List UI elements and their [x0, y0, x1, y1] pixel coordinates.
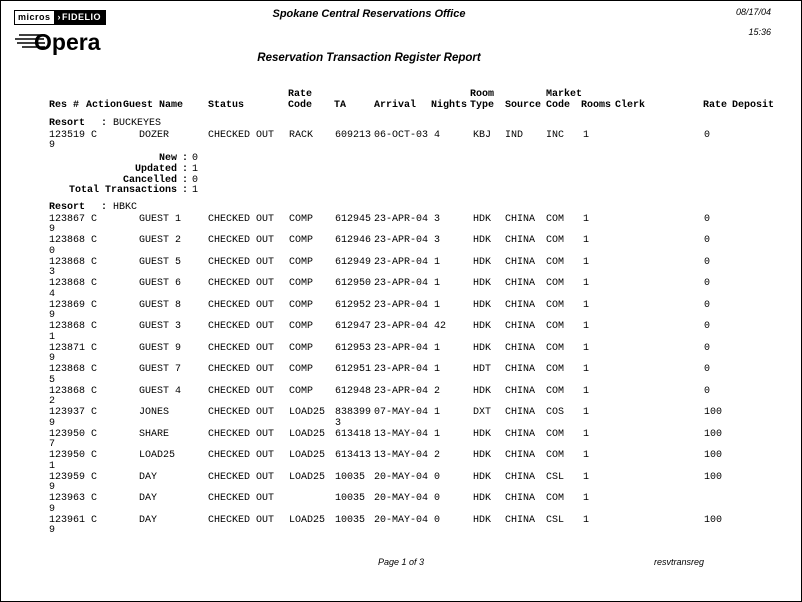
cell-source: CHINA	[505, 385, 536, 397]
cell-guest: JONES	[139, 407, 170, 418]
cell-nights: 4	[434, 129, 441, 141]
cell-rate_code: COMP	[289, 256, 314, 268]
cell-status: CHECKED OUT	[208, 428, 275, 440]
summary-colon: :	[182, 153, 189, 164]
table-row	[1, 365, 801, 387]
table-body	[1, 119, 801, 537]
cell-room: HDK	[473, 493, 492, 504]
cell-market: COM	[546, 493, 565, 504]
cell-res-wrap: 1	[49, 460, 56, 472]
col-header-action: Action	[86, 100, 123, 111]
resort-label: Resort	[49, 118, 86, 129]
cell-ta-wrap: 3	[335, 417, 342, 429]
report-date: 08/17/04	[735, 7, 771, 17]
cell-source: CHINA	[505, 364, 536, 375]
col-header-rate_code: Code	[288, 100, 313, 111]
col-header-rate: Rate	[703, 100, 728, 111]
cell-source: CHINA	[505, 407, 536, 418]
cell-source: CHINA	[505, 213, 536, 225]
cell-room: HDK	[473, 385, 492, 397]
cell-guest: DOZER	[139, 129, 170, 141]
cell-market: COM	[546, 364, 565, 375]
cell-res-wrap: 7	[49, 439, 56, 451]
cell-arrival: 23-APR-04	[374, 213, 429, 225]
cell-market: COM	[546, 235, 565, 246]
cell-ta: 612951	[335, 364, 372, 375]
cell-rooms: 1	[583, 428, 590, 440]
cell-market: COM	[546, 299, 565, 311]
resort-label: Resort	[49, 202, 86, 213]
cell-market: COS	[546, 407, 565, 418]
cell-market: CSL	[546, 514, 565, 526]
cell-rate: 0	[704, 321, 711, 332]
cell-res-wrap: 5	[49, 374, 56, 386]
cell-rooms: 1	[583, 129, 590, 141]
cell-res: 123871	[49, 342, 86, 354]
cell-arrival: 23-APR-04	[374, 278, 429, 289]
cell-rate_code: COMP	[289, 321, 314, 332]
cell-res: 123963	[49, 493, 86, 504]
cell-rate_code: LOAD25	[289, 428, 326, 440]
summary-value: 1	[192, 163, 199, 175]
cell-ta: 838399	[335, 407, 372, 418]
cell-rooms: 1	[583, 514, 590, 526]
cell-rate_code: LOAD25	[289, 450, 326, 461]
cell-guest: GUEST 4	[139, 385, 182, 397]
table-row	[1, 215, 801, 237]
col-header-source: Source	[505, 100, 542, 111]
cell-status: CHECKED OUT	[208, 450, 275, 461]
cell-guest: SHARE	[139, 428, 170, 440]
cell-res-wrap: 2	[49, 396, 56, 408]
table-row	[1, 301, 801, 323]
table-header-row	[1, 89, 801, 113]
cell-action: C	[91, 428, 98, 440]
cell-nights: 2	[434, 385, 441, 397]
cell-market: CSL	[546, 471, 565, 483]
cell-status: CHECKED OUT	[208, 235, 275, 246]
table-row	[1, 516, 801, 538]
cell-guest: DAY	[139, 471, 158, 483]
cell-rate: 0	[704, 256, 711, 268]
cell-arrival: 23-APR-04	[374, 385, 429, 397]
cell-guest: GUEST 9	[139, 342, 182, 354]
cell-market: COM	[546, 450, 565, 461]
cell-ta: 612948	[335, 385, 372, 397]
resort-colon: :	[101, 202, 108, 213]
cell-rate_code: RACK	[289, 129, 314, 141]
cell-action: C	[91, 514, 98, 526]
cell-rooms: 1	[583, 321, 590, 332]
cell-room: HDK	[473, 278, 492, 289]
cell-res: 123519	[49, 129, 86, 141]
cell-res-wrap: 9	[49, 503, 56, 515]
resort-colon: :	[101, 118, 108, 129]
summary-line	[1, 154, 801, 165]
cell-market: COM	[546, 428, 565, 440]
report-time: 15:36	[748, 27, 771, 37]
cell-guest: GUEST 8	[139, 299, 182, 311]
cell-ta: 613418	[335, 428, 372, 440]
cell-rate_code: COMP	[289, 299, 314, 311]
cell-status: CHECKED OUT	[208, 129, 275, 141]
cell-ta: 612947	[335, 321, 372, 332]
cell-status: CHECKED OUT	[208, 321, 275, 332]
cell-arrival: 20-MAY-04	[374, 514, 429, 526]
cell-source: CHINA	[505, 471, 536, 483]
cell-rate: 100	[704, 471, 723, 483]
col-header-ta: TA	[334, 100, 347, 111]
cell-rate: 0	[704, 278, 711, 289]
cell-status: CHECKED OUT	[208, 385, 275, 397]
cell-rate: 100	[704, 428, 723, 440]
cell-res-wrap: 9	[49, 525, 56, 537]
cell-res: 123937	[49, 407, 86, 418]
cell-res: 123950	[49, 428, 86, 440]
cell-nights: 0	[434, 514, 441, 526]
cell-nights: 3	[434, 235, 441, 246]
cell-nights: 1	[434, 407, 441, 418]
table-row	[1, 279, 801, 301]
cell-rate: 0	[704, 235, 711, 246]
cell-status: CHECKED OUT	[208, 514, 275, 526]
cell-res-wrap: 0	[49, 245, 56, 257]
cell-source: CHINA	[505, 235, 536, 246]
summary-label: Updated	[134, 163, 177, 175]
cell-arrival: 23-APR-04	[374, 299, 429, 311]
cell-res: 123868	[49, 235, 86, 246]
table-row	[1, 451, 801, 473]
summary-colon: :	[182, 163, 189, 175]
summary-line	[1, 165, 801, 176]
cell-arrival: 20-MAY-04	[374, 493, 429, 504]
micros-logo-text: micros	[15, 11, 54, 24]
cell-rooms: 1	[583, 213, 590, 225]
cell-guest: GUEST 5	[139, 256, 182, 268]
summary-label: Total Transactions	[68, 185, 177, 197]
cell-ta: 10035	[335, 514, 366, 526]
cell-res-wrap: 1	[49, 331, 56, 343]
cell-nights: 1	[434, 299, 441, 311]
cell-room: HDK	[473, 342, 492, 354]
cell-rooms: 1	[583, 407, 590, 418]
cell-action: C	[91, 385, 98, 397]
cell-ta: 10035	[335, 493, 366, 504]
cell-rooms: 1	[583, 364, 590, 375]
cell-rooms: 1	[583, 493, 590, 504]
cell-res: 123867	[49, 213, 86, 225]
cell-source: CHINA	[505, 321, 536, 332]
cell-res: 123868	[49, 385, 86, 397]
cell-source: CHINA	[505, 278, 536, 289]
cell-status: CHECKED OUT	[208, 407, 275, 418]
cell-action: C	[91, 278, 98, 289]
table-row	[1, 494, 801, 516]
cell-rate_code: COMP	[289, 364, 314, 375]
page-number: Page 1 of 3	[377, 557, 425, 567]
cell-guest: DAY	[139, 514, 158, 526]
cell-rate: 0	[704, 364, 711, 375]
cell-status: CHECKED OUT	[208, 256, 275, 268]
cell-rate_code: COMP	[289, 278, 314, 289]
cell-rate_code: LOAD25	[289, 514, 326, 526]
cell-guest: GUEST 1	[139, 213, 182, 225]
cell-room: KBJ	[473, 129, 492, 141]
cell-source: CHINA	[505, 299, 536, 311]
cell-room: DXT	[473, 407, 492, 418]
summary-label: Cancelled	[122, 174, 177, 186]
cell-room: HDK	[473, 471, 492, 483]
summary-value: 0	[192, 153, 199, 164]
col-header-res: Res #	[49, 100, 80, 111]
cell-action: C	[91, 321, 98, 332]
cell-arrival: 23-APR-04	[374, 342, 429, 354]
cell-market: COM	[546, 278, 565, 289]
cell-status: CHECKED OUT	[208, 493, 275, 504]
cell-res-wrap: 9	[49, 353, 56, 365]
cell-status: CHECKED OUT	[208, 278, 275, 289]
cell-res: 123959	[49, 471, 86, 483]
cell-ta: 612953	[335, 342, 372, 354]
cell-status: CHECKED OUT	[208, 364, 275, 375]
cell-guest: GUEST 3	[139, 321, 182, 332]
col-header-room: Type	[470, 100, 495, 111]
cell-action: C	[91, 450, 98, 461]
cell-nights: 0	[434, 493, 441, 504]
summary-line	[1, 186, 801, 197]
cell-ta: 612945	[335, 213, 372, 225]
cell-rate: 100	[704, 407, 723, 418]
cell-action: C	[91, 129, 98, 141]
cell-rate: 0	[704, 299, 711, 311]
cell-room: HDT	[473, 364, 492, 375]
cell-rate_code: COMP	[289, 213, 314, 225]
summary-label: New	[158, 153, 177, 164]
cell-rate: 100	[704, 450, 723, 461]
cell-action: C	[91, 364, 98, 375]
col-header-arrival: Arrival	[374, 100, 417, 111]
cell-room: HDK	[473, 213, 492, 225]
cell-arrival: 23-APR-04	[374, 256, 429, 268]
cell-res-wrap: 3	[49, 267, 56, 279]
table-row	[1, 258, 801, 280]
cell-source: CHINA	[505, 450, 536, 461]
cell-ta: 10035	[335, 471, 366, 483]
table-row	[1, 408, 801, 430]
cell-arrival: 20-MAY-04	[374, 471, 429, 483]
cell-room: HDK	[473, 321, 492, 332]
summary-value: 0	[192, 174, 199, 186]
cell-market: COM	[546, 342, 565, 354]
cell-nights: 2	[434, 450, 441, 461]
cell-ta: 612949	[335, 256, 372, 268]
cell-market: COM	[546, 385, 565, 397]
col-header-status: Status	[208, 100, 245, 111]
cell-rooms: 1	[583, 471, 590, 483]
cell-rate: 0	[704, 385, 711, 397]
resort-name: HBKC	[113, 202, 138, 213]
cell-ta: 613413	[335, 450, 372, 461]
cell-status: CHECKED OUT	[208, 342, 275, 354]
cell-action: C	[91, 213, 98, 225]
cell-arrival: 13-MAY-04	[374, 428, 429, 440]
cell-action: C	[91, 299, 98, 311]
cell-status: CHECKED OUT	[208, 213, 275, 225]
cell-res: 123869	[49, 299, 86, 311]
cell-room: HDK	[473, 450, 492, 461]
arrow-icon: ›	[57, 12, 62, 22]
col-header-room-top: Room	[470, 89, 495, 100]
col-header-deposit: Deposit	[732, 100, 775, 111]
col-header-rooms: Rooms	[581, 100, 612, 111]
cell-res-wrap: 9	[49, 417, 56, 429]
cell-res: 123868	[49, 256, 86, 268]
cell-rate: 0	[704, 213, 711, 225]
cell-market: COM	[546, 256, 565, 268]
cell-arrival: 23-APR-04	[374, 321, 429, 332]
cell-res: 123961	[49, 514, 86, 526]
cell-nights: 1	[434, 342, 441, 354]
cell-rooms: 1	[583, 278, 590, 289]
cell-rate: 0	[704, 129, 711, 141]
cell-nights: 1	[434, 428, 441, 440]
cell-source: CHINA	[505, 514, 536, 526]
cell-rate: 100	[704, 514, 723, 526]
cell-rate: 0	[704, 342, 711, 354]
cell-arrival: 06-OCT-03	[374, 129, 429, 141]
col-header-market: Code	[546, 100, 571, 111]
cell-room: HDK	[473, 235, 492, 246]
col-header-guest: Guest Name	[123, 100, 184, 111]
cell-nights: 3	[434, 213, 441, 225]
summary-colon: :	[182, 174, 189, 186]
office-title: Spokane Central Reservations Office	[272, 8, 466, 20]
cell-rate_code: COMP	[289, 235, 314, 246]
cell-rate_code: LOAD25	[289, 407, 326, 418]
cell-action: C	[91, 342, 98, 354]
cell-guest: GUEST 6	[139, 278, 182, 289]
report-id: resvtransreg	[654, 557, 705, 567]
col-header-clerk: Clerk	[615, 100, 646, 111]
cell-ta: 609213	[335, 129, 372, 141]
cell-rate_code: COMP	[289, 342, 314, 354]
cell-res-wrap: 9	[49, 482, 56, 494]
fidelio-logo-text: FIDELIO	[62, 12, 102, 22]
table-row	[1, 473, 801, 495]
summary-value: 1	[192, 185, 199, 197]
cell-room: HDK	[473, 256, 492, 268]
cell-action: C	[91, 235, 98, 246]
cell-ta: 612950	[335, 278, 372, 289]
summary-colon: :	[182, 185, 189, 197]
table-row	[1, 322, 801, 344]
table-row	[1, 131, 801, 153]
cell-res: 123868	[49, 364, 86, 375]
cell-guest: GUEST 2	[139, 235, 182, 246]
cell-guest: LOAD25	[139, 450, 176, 461]
cell-res: 123950	[49, 450, 86, 461]
cell-res-wrap: 9	[49, 310, 56, 322]
report-table	[1, 89, 801, 537]
cell-status: CHECKED OUT	[208, 299, 275, 311]
cell-room: HDK	[473, 299, 492, 311]
cell-room: HDK	[473, 428, 492, 440]
cell-action: C	[91, 256, 98, 268]
cell-nights: 1	[434, 278, 441, 289]
cell-rate_code: COMP	[289, 385, 314, 397]
cell-nights: 0	[434, 471, 441, 483]
col-header-rate_code-top: Rate	[288, 89, 313, 100]
cell-res: 123868	[49, 278, 86, 289]
cell-res-wrap: 9	[49, 224, 56, 236]
cell-ta: 612952	[335, 299, 372, 311]
cell-ta: 612946	[335, 235, 372, 246]
cell-source: CHINA	[505, 342, 536, 354]
cell-market: INC	[546, 129, 565, 141]
cell-res: 123868	[49, 321, 86, 332]
cell-rooms: 1	[583, 235, 590, 246]
table-row	[1, 236, 801, 258]
cell-rooms: 1	[583, 342, 590, 354]
cell-source: CHINA	[505, 428, 536, 440]
col-header-nights: Nights	[431, 100, 468, 111]
cell-nights: 1	[434, 256, 441, 268]
table-row	[1, 344, 801, 366]
cell-status: CHECKED OUT	[208, 471, 275, 483]
opera-logo-text: Opera	[34, 29, 101, 55]
cell-action: C	[91, 471, 98, 483]
cell-guest: DAY	[139, 493, 158, 504]
cell-rooms: 1	[583, 385, 590, 397]
cell-arrival: 07-MAY-04	[374, 407, 429, 418]
datetime-block	[736, 7, 771, 37]
cell-guest: GUEST 7	[139, 364, 182, 375]
cell-res-wrap: 9	[49, 140, 56, 152]
resort-heading	[1, 203, 801, 215]
resort-name: BUCKEYES	[113, 118, 162, 129]
cell-nights: 1	[434, 364, 441, 375]
cell-rooms: 1	[583, 256, 590, 268]
cell-market: COM	[546, 321, 565, 332]
table-row	[1, 387, 801, 409]
cell-room: HDK	[473, 514, 492, 526]
cell-market: COM	[546, 213, 565, 225]
table-row	[1, 430, 801, 452]
cell-source: CHINA	[505, 493, 536, 504]
col-header-market-top: Market	[546, 89, 583, 100]
cell-rooms: 1	[583, 450, 590, 461]
cell-arrival: 13-MAY-04	[374, 450, 429, 461]
resort-heading	[1, 119, 801, 131]
page-title: Reservation Transaction Register Report	[257, 52, 481, 64]
cell-arrival: 23-APR-04	[374, 235, 429, 246]
cell-res-wrap: 4	[49, 288, 56, 300]
cell-rooms: 1	[583, 299, 590, 311]
cell-arrival: 23-APR-04	[374, 364, 429, 375]
cell-action: C	[91, 407, 98, 418]
cell-source: IND	[505, 129, 524, 141]
cell-nights: 42	[434, 321, 447, 332]
cell-rate_code: LOAD25	[289, 471, 326, 483]
cell-source: CHINA	[505, 256, 536, 268]
cell-action: C	[91, 493, 98, 504]
